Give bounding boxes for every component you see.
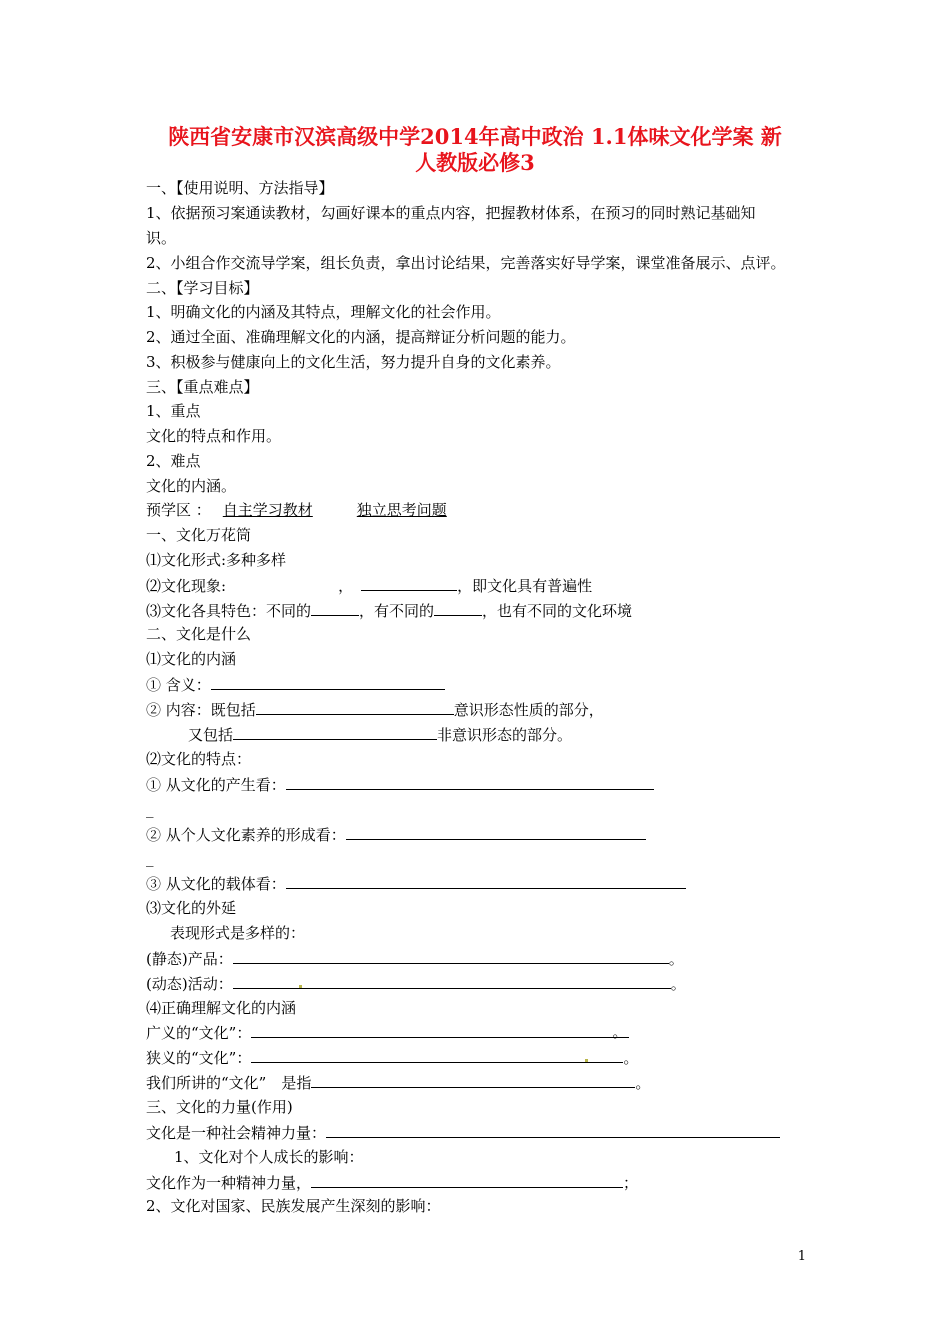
personal-growth-line: 文化作为一种精神力量， ；	[146, 1174, 639, 1192]
feature-carrier-line: ③ 从文化的载体看：	[146, 873, 686, 894]
scan-dot	[585, 1059, 588, 1062]
feature-origin-line: ① 从文化的产生看：	[146, 774, 654, 795]
blank-content-nonideological[interactable]	[233, 724, 437, 740]
keypoint-1-label: 1、重点	[146, 402, 201, 420]
blank-content-ideological[interactable]	[256, 699, 454, 715]
keypoint-2-text: 文化的内涵。	[146, 477, 237, 495]
blank-feature-origin[interactable]	[286, 774, 654, 790]
document-title	[140, 124, 810, 176]
part3-heading: 三、文化的力量(作用)	[146, 1098, 293, 1116]
blank-feature-carrier[interactable]	[286, 873, 686, 889]
understanding-heading: ⑷正确理解文化的内涵	[146, 999, 297, 1017]
narrow-culture-line: 狭义的“文化”： 。	[146, 1049, 639, 1067]
title-line-1: 陕西省安康市汉滨高级中学2014年高中政治 1.1体味文化学案 新	[168, 124, 782, 149]
prestudy-line	[146, 500, 481, 520]
content-line-2: 又包括 非意识形态的部分。	[188, 726, 573, 744]
blank-our-culture[interactable]	[311, 1072, 635, 1088]
usage-item-1b: 识。	[146, 229, 177, 247]
scan-dot	[299, 985, 302, 988]
goal-item-2: 2、通过全面、准确理解文化的内涵，提高辩证分析问题的能力。	[146, 328, 576, 346]
blank-spiritual-power[interactable]	[326, 1122, 780, 1138]
meaning-line: ① 含义：	[146, 674, 445, 695]
prestudy-text-2: 独立思考问题	[356, 501, 447, 519]
broad-culture-line: 广义的“文化”： 。	[146, 1023, 628, 1042]
blank-personal-growth[interactable]	[311, 1172, 623, 1188]
culture-phenomena-line: ⑵文化现象: ， ，即文化具有普遍性	[146, 577, 593, 595]
dynamic-activities-line: (动态)活动： 。	[146, 975, 686, 993]
blank-static-products[interactable]	[233, 948, 669, 964]
blank-feature-2[interactable]	[434, 600, 482, 616]
blank-meaning[interactable]	[211, 674, 445, 690]
goal-item-3: 3、积极参与健康向上的文化生活，努力提升自身的文化素养。	[146, 353, 561, 371]
section-usage-heading: 一、【使用说明、方法指导】	[146, 179, 334, 197]
blank-narrow-culture[interactable]	[251, 1047, 623, 1063]
part1-heading: 一、文化万花筒	[146, 526, 252, 544]
personal-growth-heading: 1、文化对个人成长的影响：	[174, 1148, 364, 1166]
spiritual-power-line: 文化是一种社会精神力量：	[146, 1122, 780, 1143]
section-keypoints-heading: 三、【重点难点】	[146, 378, 259, 396]
prestudy-text-1: 自主学习教材	[222, 501, 313, 519]
connotation-heading: ⑴文化的内涵	[146, 650, 237, 668]
features-heading: ⑵文化的特点：	[146, 750, 252, 768]
blank-phenomena[interactable]	[361, 575, 457, 591]
prestudy-label: 预学区 ：	[146, 501, 211, 519]
extension-heading: ⑶文化的外延	[146, 899, 237, 917]
title-line-2: 人教版必修3	[415, 150, 535, 175]
blank-dynamic-activities[interactable]	[233, 973, 671, 989]
our-culture-line: 我们所讲的“文化” 是指 。	[146, 1074, 651, 1092]
usage-item-2: 2、小组合作交流导学案，组长负责，拿出讨论结果，完善落实好导学案，课堂准备展示、点评。	[146, 254, 786, 272]
feature-literacy-line: ② 从个人文化素养的形成看：	[146, 824, 646, 845]
content-line-1: ② 内容：既包括 意识形态性质的部分，	[146, 701, 604, 719]
culture-features-line: ⑶文化各具特色：不同的 ，有不同的 ，也有不同的文化环境	[146, 602, 633, 620]
part2-heading: 二、文化是什么	[146, 625, 252, 643]
section-goals-heading: 二、【学习目标】	[146, 279, 259, 297]
nation-impact-heading: 2、文化对国家、民族发展产生深刻的影响：	[146, 1197, 441, 1215]
continuation-dash-1: _	[146, 800, 154, 818]
keypoint-1-text: 文化的特点和作用。	[146, 427, 282, 445]
static-products-line: (静态)产品： 。	[146, 950, 684, 968]
blank-feature-1[interactable]	[311, 600, 359, 616]
blank-feature-literacy[interactable]	[346, 824, 646, 840]
keypoint-2-label: 2、难点	[146, 452, 201, 470]
goal-item-1: 1、明确文化的内涵及其特点，理解文化的社会作用。	[146, 303, 501, 321]
blank-broad-culture[interactable]: 。	[251, 1022, 629, 1038]
culture-forms: ⑴文化形式:多种多样	[146, 551, 287, 569]
page-number: 1	[797, 1249, 806, 1264]
extension-intro: 表现形式是多样的：	[170, 924, 306, 942]
continuation-dash-2: _	[146, 849, 154, 867]
usage-item-1a: 1、依据预习案通读教材，勾画好课本的重点内容，把握教材体系，在预习的同时熟记基础知	[146, 204, 756, 222]
